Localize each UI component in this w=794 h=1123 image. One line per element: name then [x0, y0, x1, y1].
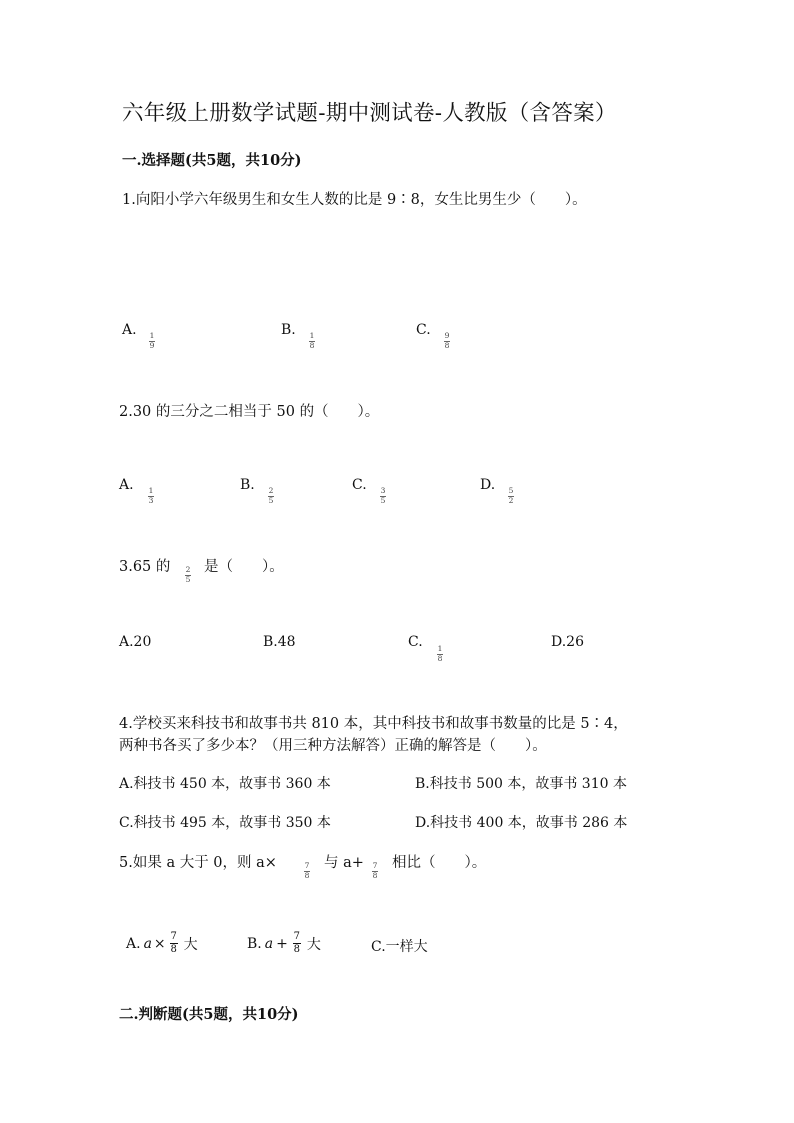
q2-option-d-fraction: 5 2 [508, 486, 514, 505]
q1-option-b-label: B. [281, 322, 296, 338]
question-1-text: 1.向阳小学六年级男生和女生人数的比是 9∶8，女生比男生少（ ）。 [122, 192, 587, 208]
q3-option-c-label: C. [408, 634, 423, 650]
q5-option-a-var: a [143, 935, 152, 952]
q3-option-c-fraction: 1 8 [437, 644, 443, 663]
question-5-part-1: 5.如果 a 大于 0，则 a× [119, 855, 277, 871]
q5-option-b-fraction: 7 8 [293, 931, 301, 955]
q4-option-a: A.科技书 450 本，故事书 360 本 [119, 776, 331, 792]
question-3-fraction: 2 5 [185, 565, 191, 584]
q5-option-a-fraction: 7 8 [170, 931, 177, 955]
page-title: 六年级上册数学试题-期中测试卷-人教版（含答案） [122, 101, 617, 126]
q4-option-b: B.科技书 500 本，故事书 310 本 [415, 776, 627, 792]
question-5-fraction-1: 7 8 [304, 861, 310, 880]
q1-option-c-fraction: 9 8 [444, 331, 450, 350]
q4-option-c: C.科技书 495 本，故事书 350 本 [119, 815, 331, 831]
q4-option-d: D.科技书 400 本，故事书 286 本 [415, 815, 628, 831]
question-4-line-1: 4.学校买来科技书和故事书共 810 本，其中科技书和故事书数量的比是 5∶4， [119, 716, 628, 732]
q3-option-a: A.20 [119, 634, 152, 650]
q5-option-a-tail: 大 [183, 936, 198, 953]
q2-option-d-label: D. [480, 477, 496, 493]
q5-option-b-op: + [276, 935, 288, 952]
q5-option-a [126, 932, 198, 955]
question-3-prefix: 3.65 的 [119, 559, 171, 575]
q1-option-b-fraction: 1 8 [309, 331, 315, 350]
q1-option-c-label: C. [416, 322, 431, 338]
question-5-fraction-2: 7 8 [372, 861, 378, 880]
q2-option-c-label: C. [352, 477, 367, 493]
question-4-line-2: 两种书各买了多少本？（用三种方法解答）正确的解答是（ ）。 [119, 738, 547, 754]
q5-option-b-var: a [264, 935, 274, 952]
q2-option-c-fraction: 3 5 [380, 486, 386, 505]
q5-option-a-op: × [153, 935, 166, 952]
q3-option-b: B.48 [263, 634, 296, 650]
section-heading-choice: 一.选择题(共5题，共10分) [122, 152, 302, 169]
question-5-part-2: 与 a+ [324, 855, 364, 871]
q5-option-b-label: B. [247, 935, 262, 952]
q5-option-a-label: A. [126, 935, 141, 952]
q3-option-d: D.26 [551, 634, 584, 650]
question-2-text: 2.30 的三分之二相当于 50 的（ ）。 [119, 404, 380, 420]
q2-option-a-fraction: 1 3 [148, 486, 154, 505]
q2-option-b-fraction: 2 5 [268, 486, 274, 505]
q2-option-a-label: A. [119, 477, 134, 493]
q2-option-b-label: B. [240, 477, 255, 493]
q1-option-a-label: A. [122, 322, 137, 338]
q5-option-b [247, 932, 321, 955]
section-heading-true-false: 二.判断题(共5题，共10分) [119, 1006, 299, 1023]
q1-option-a-fraction: 1 9 [149, 331, 155, 350]
question-5-part-3: 相比（ ）。 [392, 855, 487, 871]
question-3-suffix: 是（ ）。 [204, 559, 284, 575]
q5-option-b-tail: 大 [306, 936, 321, 953]
q5-option-c: C.一样大 [371, 939, 428, 955]
